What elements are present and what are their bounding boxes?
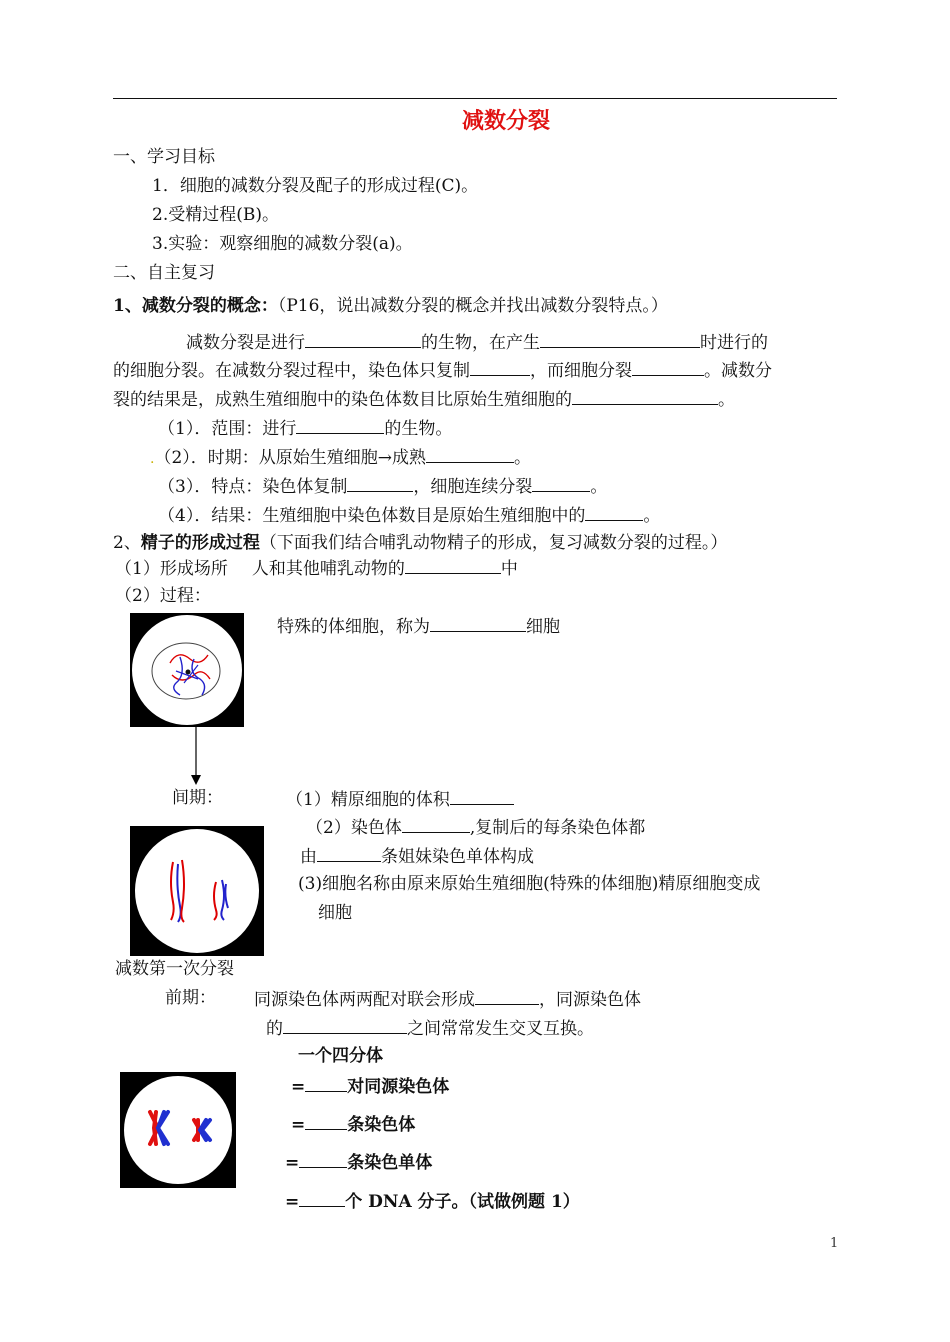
text: 的生物。 <box>384 419 453 439</box>
text: 对同源染色体 <box>347 1077 450 1097</box>
interphase-item-1 <box>286 787 514 811</box>
cell-figure-interphase <box>130 826 264 956</box>
concept-note: （P16，说出减数分裂的概念并找出减数分裂特点。） <box>277 296 668 316</box>
goal-2: 2.受精过程(B)。 <box>152 205 279 225</box>
blank <box>450 787 514 805</box>
concept-heading <box>113 295 668 317</box>
text: 由 <box>300 847 317 867</box>
text: （1）．范围：进行 <box>158 419 297 439</box>
concept-item-3 <box>158 474 607 498</box>
text: 个 DNA 分子。（试做例题 1） <box>345 1192 580 1212</box>
text: ，同源染色体 <box>539 990 641 1010</box>
blank <box>283 1016 407 1034</box>
interphase-item-2 <box>306 815 645 839</box>
text: 2、 <box>113 533 141 553</box>
text: ,复制后的每条染色体都 <box>469 818 646 838</box>
tetrad-eq-1 <box>291 1074 449 1098</box>
blank <box>305 1074 347 1092</box>
interphase-label: 间期： <box>172 788 223 808</box>
cell-figure-primordial <box>130 613 244 727</box>
text: 中 <box>500 559 518 579</box>
text: （4）．结果：生殖细胞中染色体数目是原始生殖细胞中的 <box>158 506 586 526</box>
cell-figure-tetrad <box>120 1072 236 1188</box>
tetrad-eq-2 <box>291 1112 415 1136</box>
text: = <box>285 1192 300 1212</box>
goal-1: 1．细胞的减数分裂及配子的形成过程(C)。 <box>152 176 479 196</box>
blank <box>632 358 704 376</box>
prophase-text-1 <box>254 987 641 1011</box>
tetrad-eq-3 <box>285 1150 432 1174</box>
text: 时进行的 <box>700 333 768 353</box>
text: ，细胞连续分裂 <box>413 477 533 497</box>
text: 人和其他哺乳动物的 <box>251 559 405 579</box>
special-cell-text <box>277 614 560 638</box>
interphase-item-3: (3)细胞名称由原来原始生殖细胞(特殊的体细胞)精原细胞变成 <box>298 874 761 894</box>
blank <box>405 556 501 574</box>
text: 条染色体 <box>347 1115 416 1135</box>
blank <box>305 330 421 348</box>
interphase-item-3b: 细胞 <box>318 903 352 923</box>
top-rule <box>113 98 837 99</box>
text: 条姐妹染色单体构成 <box>381 847 534 867</box>
marker-dot: . <box>150 451 155 467</box>
text: 。 <box>590 477 608 497</box>
text: = <box>285 1153 300 1173</box>
page-title: 减数分裂 <box>462 108 551 134</box>
sperm-note: （下面我们结合哺乳动物精子的形成，复习减数分裂的过程。） <box>259 533 728 553</box>
text: ，而细胞分裂 <box>530 361 632 381</box>
blank <box>572 387 718 405</box>
meiosis-1-heading: 减数第一次分裂 <box>115 959 234 979</box>
blank <box>426 445 514 463</box>
prophase-text-2 <box>266 1016 594 1040</box>
blank <box>299 1150 347 1168</box>
text: （1）形成场所 <box>115 559 228 579</box>
text: 的 <box>266 1019 283 1039</box>
text: 。 <box>643 506 661 526</box>
concept-item-2 <box>150 445 531 470</box>
text: 裂的结果是，成熟生殖细胞中的染色体数目比原始生殖细胞的 <box>113 390 572 410</box>
blank <box>430 614 526 632</box>
tetrad-heading: 一个四分体 <box>298 1046 383 1066</box>
text: 。 <box>514 448 532 468</box>
blank <box>402 815 470 833</box>
text: （3）．特点：染色体复制 <box>158 477 348 497</box>
text: （2）．时期：从原始生殖细胞→成熟 <box>154 448 427 468</box>
blank <box>296 416 384 434</box>
blank <box>299 1189 345 1207</box>
text: 。减数分 <box>704 361 772 381</box>
blank <box>317 844 381 862</box>
text: 同源染色体两两配对联会形成 <box>254 990 475 1010</box>
text: = <box>291 1077 306 1097</box>
blank <box>470 358 530 376</box>
process-label: （2）过程： <box>115 586 211 606</box>
tetrad-eq-4 <box>285 1189 580 1213</box>
text: 的细胞分裂。在减数分裂过程中，染色体只复制 <box>113 361 470 381</box>
sperm-heading <box>113 532 727 554</box>
blank <box>475 987 539 1005</box>
text: 特殊的体细胞，称为 <box>277 617 430 637</box>
blank <box>532 474 590 492</box>
concept-label: 1、减数分裂的概念： <box>113 296 278 316</box>
prophase-label: 前期： <box>165 988 216 1008</box>
concept-line-3 <box>113 387 735 411</box>
text: 的生物，在产生 <box>421 333 540 353</box>
section-2-heading: 二、自主复习 <box>113 263 215 283</box>
text: （2）染色体 <box>306 818 402 838</box>
concept-line-2 <box>113 358 772 382</box>
page-number: 1 <box>830 1236 839 1251</box>
goal-3: 3.实验：观察细胞的减数分裂(a)。 <box>152 234 413 254</box>
text: 之间常常发生交叉互换。 <box>407 1019 594 1039</box>
concept-line-1 <box>186 330 768 354</box>
sperm-label: 精子的形成过程 <box>140 533 260 553</box>
sperm-site <box>115 556 518 580</box>
blank <box>540 330 700 348</box>
concept-item-4 <box>158 503 660 527</box>
text: 条染色单体 <box>347 1153 433 1173</box>
text: 。 <box>718 390 735 410</box>
blank <box>347 474 413 492</box>
blank <box>305 1112 347 1130</box>
concept-item-1 <box>158 416 452 440</box>
text: （1）精原细胞的体积 <box>286 790 450 810</box>
text: = <box>291 1115 306 1135</box>
interphase-item-2b <box>300 844 534 868</box>
down-arrow-icon <box>186 727 206 787</box>
section-1-heading: 一、学习目标 <box>113 147 215 167</box>
text: 减数分裂是进行 <box>186 333 305 353</box>
text: 细胞 <box>526 617 560 637</box>
blank <box>585 503 643 521</box>
